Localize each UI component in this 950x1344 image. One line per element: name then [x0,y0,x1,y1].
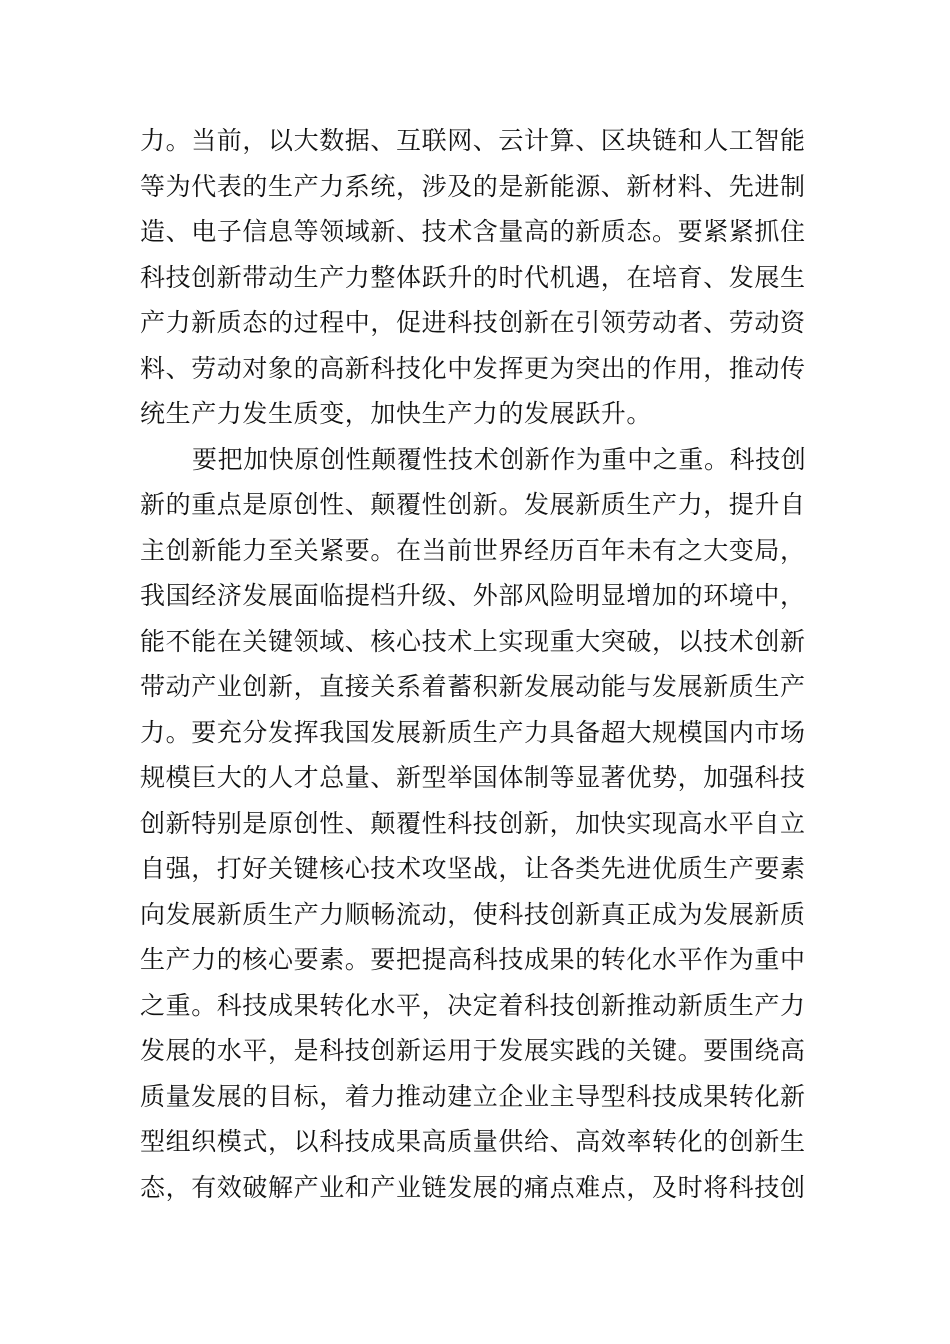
text-line: 我国经济发展面临提档升级、外部风险明显增加的环境中， [140,581,806,610]
text-line: 统生产力发生质变，加快生产力的发展跃升。 [140,399,653,428]
text-line: 力。当前，以大数据、互联网、云计算、区块链和人工智能 [140,126,806,155]
text-line: 料、劳动对象的高新科技化中发挥更为突出的作用，推动传 [140,353,806,383]
text-line: 向发展新质生产力顺畅流动，使科技创新真正成为发展新质 [140,899,806,929]
text-line: 创新特别是原创性、颠覆性科技创新，加快实现高水平自立 [140,808,806,838]
text-line: 主创新能力至关紧要。在当前世界经历百年未有之大变局， [140,535,806,565]
text-line: 等为代表的生产力系统，涉及的是新能源、新材料、先进制 [140,171,806,201]
text-line: 质量发展的目标，着力推动建立企业主导型科技成果转化新 [140,1081,806,1111]
document-body [140,118,810,1210]
text-line: 之重。科技成果转化水平，决定着科技创新推动新质生产力 [140,990,806,1020]
text-line: 新的重点是原创性、颠覆性创新。发展新质生产力，提升自 [140,490,806,519]
text-line: 态，有效破解产业和产业链发展的痛点难点，及时将科技创 [140,1172,806,1202]
text-line: 科技创新带动生产力整体跃升的时代机遇，在培育、发展生 [140,262,806,292]
text-line: 能不能在关键领域、核心技术上实现重大突破，以技术创新 [140,626,806,656]
text-line: 型组织模式，以科技成果高质量供给、高效率转化的创新生 [140,1127,806,1156]
text-line: 发展的水平，是科技创新运用于发展实践的关键。要围绕高 [140,1036,806,1065]
text-line: 自强，打好关键核心技术攻坚战，让各类先进优质生产要素 [140,854,806,883]
text-line: 力。要充分发挥我国发展新质生产力具备超大规模国内市场 [140,717,806,747]
paragraph-first-line: 要把加快原创性颠覆性技术创新作为重中之重。科技创 [192,444,807,474]
text-line: 造、电子信息等领域新、技术含量高的新质态。要紧紧抓住 [140,217,806,246]
text-line: 产力新质态的过程中，促进科技创新在引领劳动者、劳动资 [140,308,806,337]
text-line: 带动产业创新，直接关系着蓄积新发展动能与发展新质生产 [140,672,806,701]
text-line: 规模巨大的人才总量、新型举国体制等显著优势，加强科技 [140,763,806,792]
text-line: 生产力的核心要素。要把提高科技成果的转化水平作为重中 [140,945,806,974]
